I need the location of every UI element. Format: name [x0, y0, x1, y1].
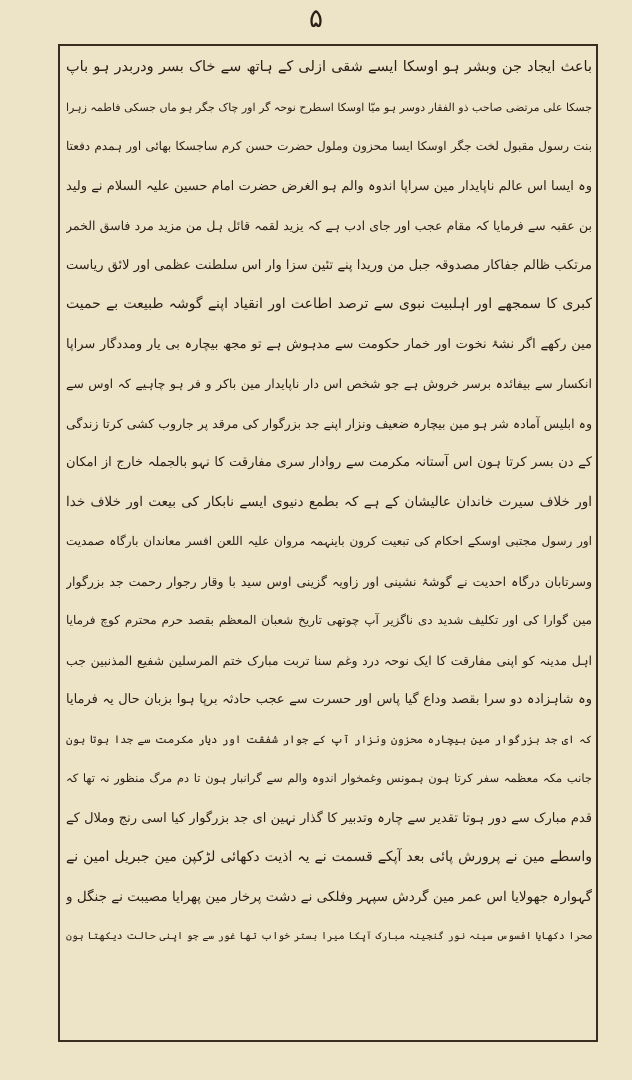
text-line: انکسار سے بیفائدہ برسر خروش ہے جو شخص اس دار ناپایدار مین باکر و فر ہو چاہیے کہ اوس سے — [66, 376, 592, 391]
text-line: اور خلاف سیرت خاندان عالیشان کے ہے کہ بطمع دنیوی ایسے نابکار کی بیعت اور خلاف خدا — [66, 493, 592, 510]
text-line: وہ ایسا اس عالم ناپایدار مین سراپا اندوہ والم ہو الغرض حضرت امام حسین علیہ السلام نے ولید — [66, 178, 592, 194]
text-line: وسرتابان درگاہ احدیت نے گوشۂ نشینی اور زاویہ گزینی اوس سید با وقار رجوار رحمت جد بزرگوار — [66, 573, 592, 589]
text-line: بنت رسول مقبول لخت جگر اوسکا ایسا محزون وملول حضرت حسن کرم ساجسکا بھائی اور ہمدم دفعتا — [66, 139, 592, 153]
page-number: ۵ — [309, 4, 323, 34]
text-line: اور رسول مجتبی اوسکے احکام کی تبعیت کرون باینہمہ مروان علیہ اللعن افسر معاندان بارگاہ صمدیت — [66, 534, 592, 548]
text-line: مین گوارا کی اور تکلیف شدید دی ناگزیر آپ چوتھی تاریخ شعبان المعظم بقصد حرم محترم کوچ فرمایا — [66, 613, 592, 627]
text-line: جسکا علی مرتضی صاحب ذو الفقار دوسر ہو میّا اوسکا اسطرح نوحہ گر اور چاک جگر ہو ماں جسکی فاطمہ زہرا — [66, 100, 592, 114]
text-line: قدم مبارک سے دور ہوتا تقدیر سے چارہ وتدبیر کا گذار نہین ای جد بزرگوار کیا اسی رنج وملال کے — [66, 810, 592, 826]
text-line: صحرا دکھایا افسوس سینہ نور گنجینہ مبارک آپکا میرا بستر خواب تھا غور سے جو اپنی حالت دیکھتا ہون — [66, 931, 592, 942]
text-line: اہل مدینہ کو اپنی مفارقت کا ایک نوحہ درد وغم سنا تربت مبارک ختم المرسلین شفیع المذنبین جب — [66, 652, 592, 668]
text-line: جانب مکہ معظمہ سفر کرتا ہون ہمونس وغمخوار اندوہ والم سے گرانبار ہون تا دم مرگ منظور نہ تھا کہ — [66, 771, 592, 785]
text-line: مین رکھے اگر نشۂ نخوت اور خمار حکومت سے مدہوش ہے تو مجھ بیچارہ بی یار ومددگار سراپا — [66, 336, 592, 352]
text-line: وہ ابلیس آمادہ شر ہو مین بیچارہ ضعیف ونزار اپنے جد بزرگوار کی مرقد پر جاروب کشی کرتا زندگی — [66, 415, 592, 431]
text-line: گہوارہ جھولایا اس عمر مین گردش سپہر وفلکی نے دشت پرخار مین پھرایا مصیبت نے جنگل و — [66, 888, 592, 905]
text-line: واسطے مین نے پرورش پائی بعد آپکے قسمت نے یہ اذیت دکھائی لڑکپن مین جبریل امین نے — [66, 849, 592, 865]
text-line: باعث ایجاد جن وبشر ہو اوسکا ایسے شقی ازلی کے ہاتھ سے خاک بسر ودربدر ہو باپ — [66, 59, 592, 75]
text-line: مرتکب ظالم جفاکار مصدوقہ جبل من وریدا پنے تئین سزا وار اس سلطنت عظمی اور لائق ریاست — [66, 257, 592, 273]
text-line: بن عقبہ سے فرمایا کہ مقام عجب اور جای ادب ہے کہ یزید لقمہ قائل ہل من مزید مرد فاسق الخمر — [66, 218, 592, 233]
text-line: کے دن بسر کرتا ہون اس آستانہ مکرمت سے روادار سری مفارقت کا نہو بالجملہ خارج از امکان — [66, 455, 592, 470]
body-text — [66, 48, 592, 1038]
text-line: وہ شاہزادہ دو سرا بقصد وداع گیا پاس اور حسرت سے عجب حادثہ برپا ہوا بزبان حال یہ فرمایا — [66, 692, 592, 707]
text-line: کبری کا سمجھے اور اہلبیت نبوی سے ترصد اطاعت اور انقیاد اپنے گوشہ طبیعت بے حمیت — [66, 296, 592, 312]
text-line: کہ ای جد بزرگوار مین بیچارہ محزون ونزار آپ کے جوار شفقت اور دیار مکرمت سے جدا ہوتا ہون — [66, 732, 592, 746]
